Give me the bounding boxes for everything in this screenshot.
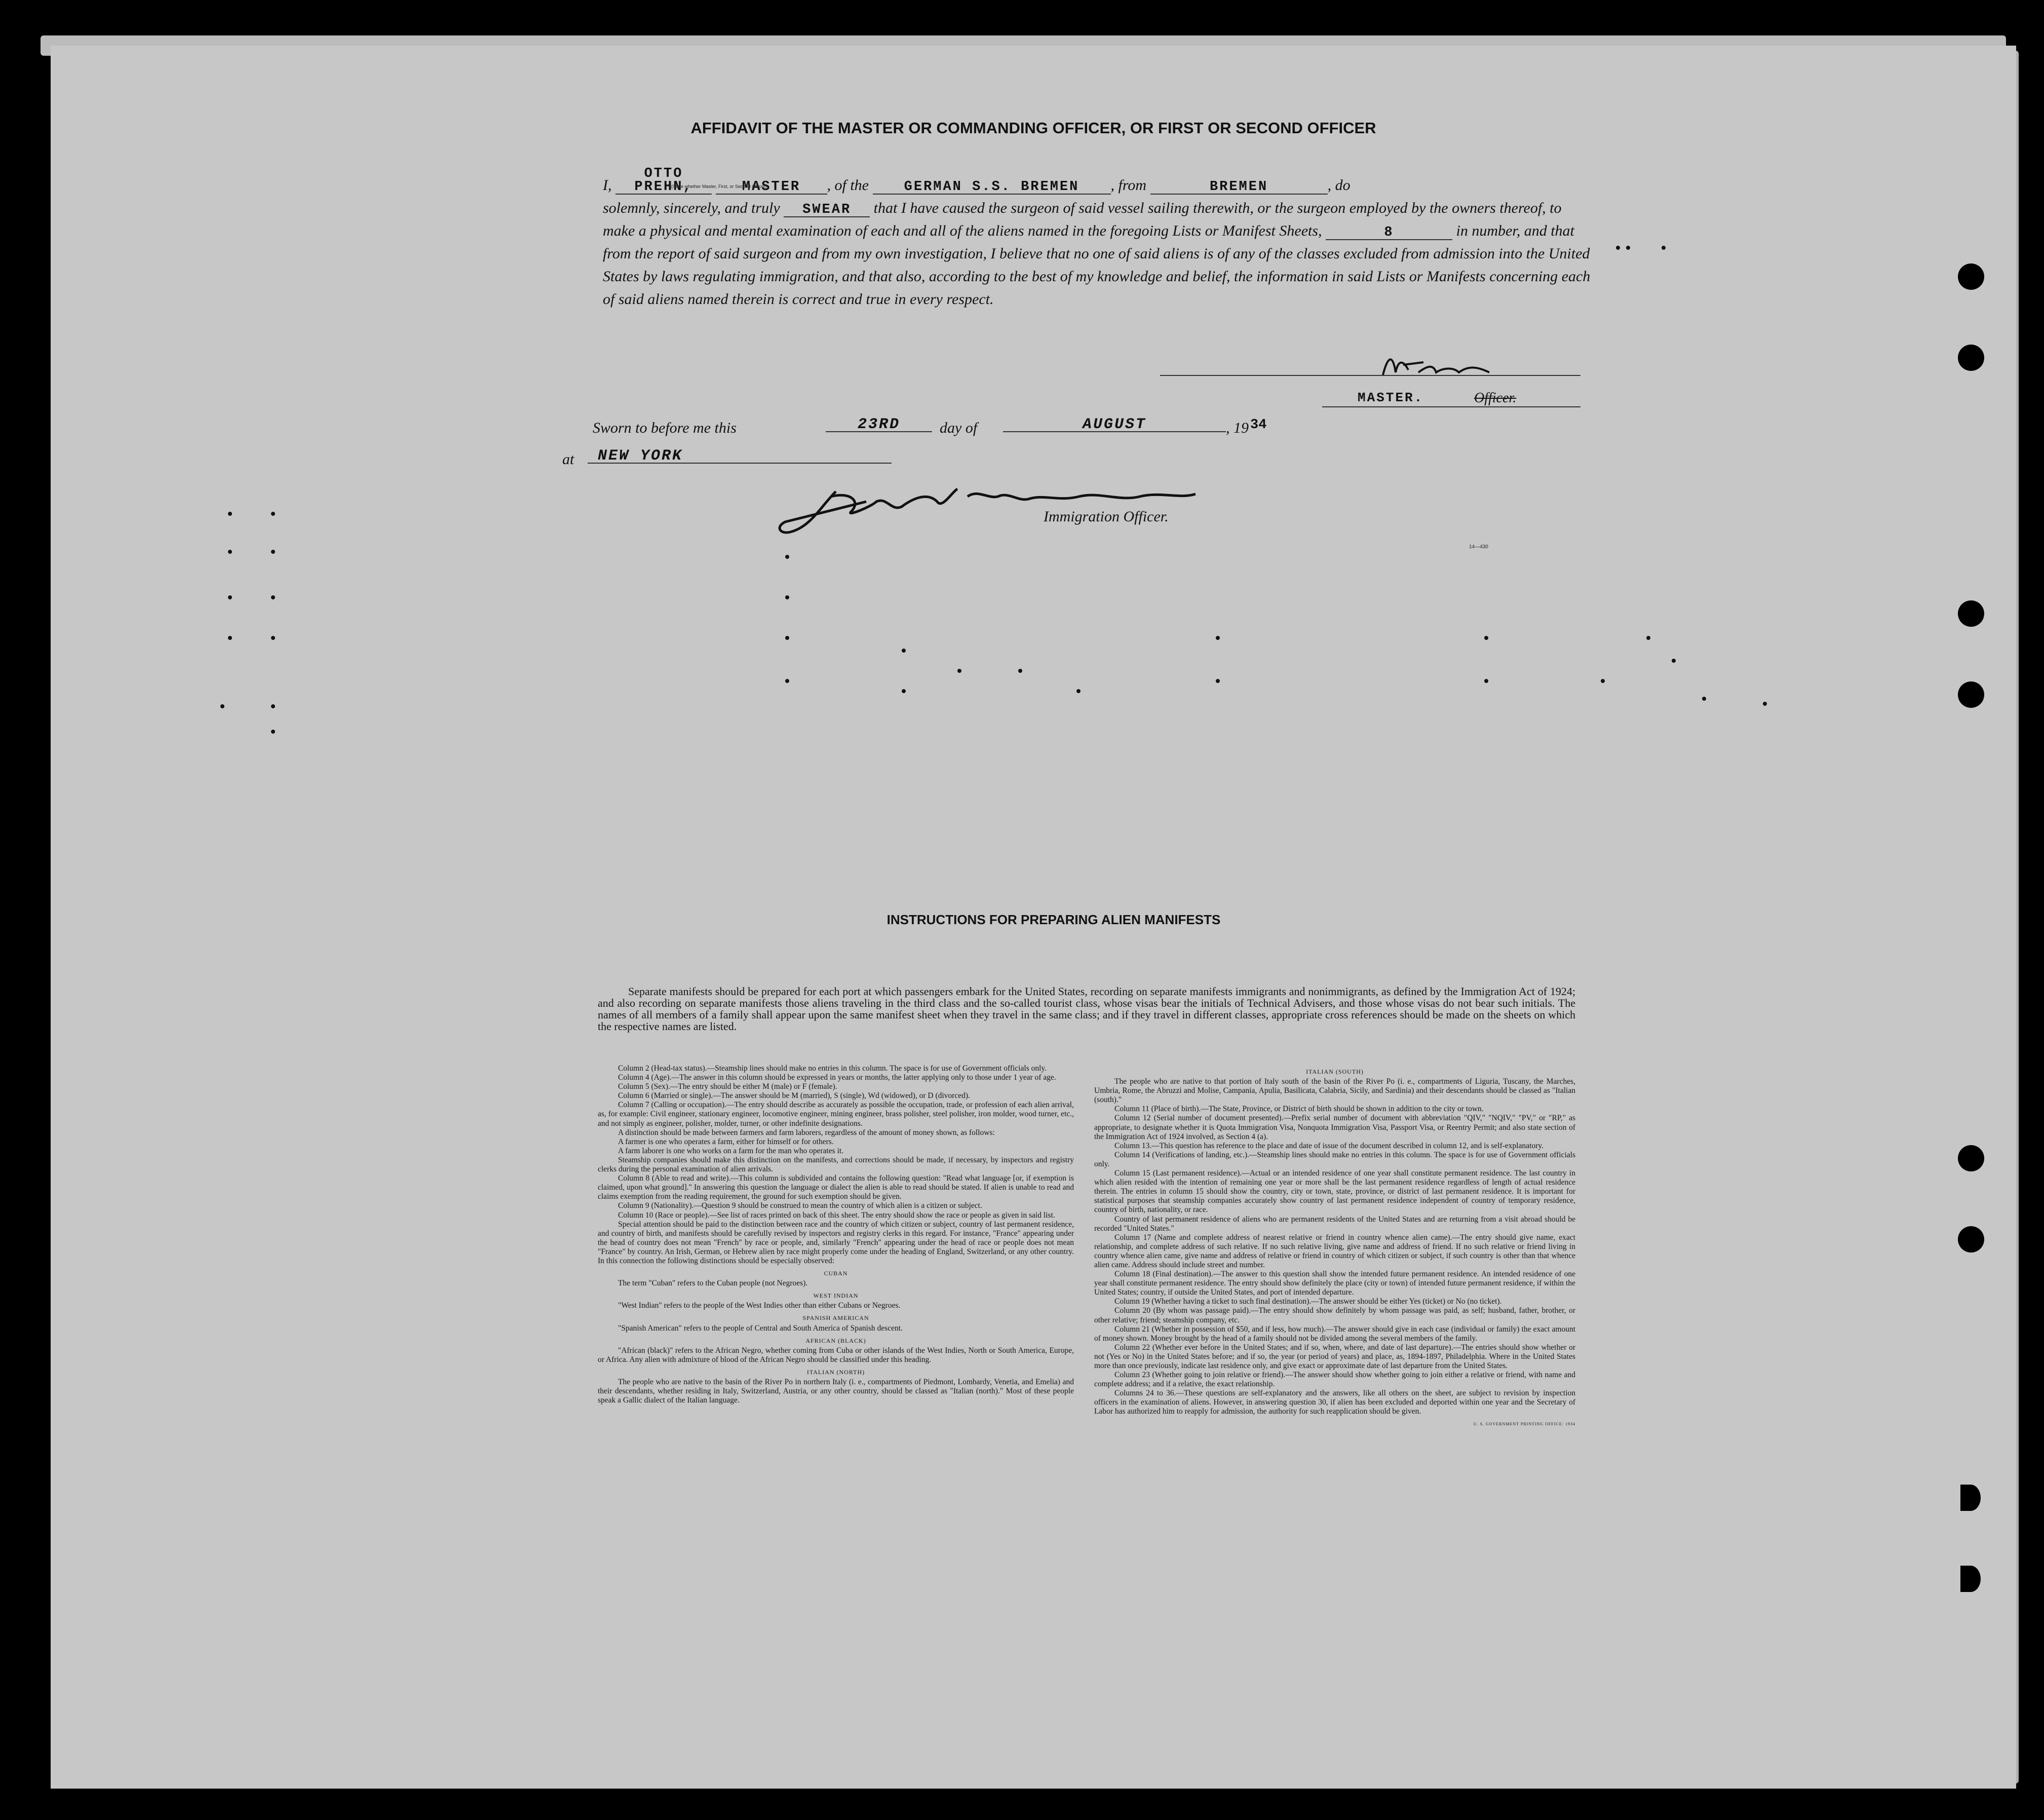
bleed-dot <box>271 730 275 734</box>
departure-port: BREMEN <box>1150 180 1328 195</box>
section-text: "Spanish American" refers to the people of Central and South America of Spanish descent. <box>618 1323 903 1333</box>
bleed-dot <box>1018 669 1022 673</box>
binder-hole <box>1958 1226 1984 1253</box>
section-heading: CUBAN <box>824 1270 848 1277</box>
instruction-paragraph: Country of last permanent residence of aliens who are permanent residents of the United States and are returning from a visit abroad should be recorded "United States." <box>1094 1215 1575 1233</box>
affidavit-text-2: in number, and that from the report of said surgeon and from my own investigation, I believe that no one of said aliens is of any of the classes excluded from admission into the United States by laws regulating immigration, and that also, according to the best of my knowledge and belief, the information in said Lists or Manifests concerning each of said aliens named therein is correct and true in every respect. <box>603 222 1591 308</box>
bleed-dot <box>228 636 232 640</box>
bleed-dot <box>1626 246 1630 250</box>
at-label: at <box>562 451 574 468</box>
instruction-paragraph: Column 21 (Whether in possession of $50, and if less, how much).—The answer should give in each case (individual or family) the exact amount of money shown. Money brought by the head of a family should not be divided among the several members of the family. <box>1094 1324 1575 1343</box>
oath-word: SWEAR <box>784 203 870 217</box>
bleed-dot <box>1076 689 1081 693</box>
signer-title: MASTER. <box>1358 390 1424 405</box>
bleed-dot <box>271 704 275 708</box>
bleed-dot <box>785 555 789 559</box>
master-signature <box>1373 350 1555 390</box>
bleed-dot <box>1601 679 1605 683</box>
instruction-paragraph: Column 23 (Whether going to join relative or friend).—The answer should show whether going to join either a relative or friend, with name and complete address; and if a relative, the exact relationship. <box>1094 1371 1575 1389</box>
from-label: , from <box>1110 177 1147 194</box>
manifest-page <box>51 46 2016 1789</box>
rank-hint: (State whether Master, First, or Second Officer) <box>671 184 767 189</box>
of-the-label: , of the <box>827 177 869 194</box>
instruction-paragraph: Column 10 (Race or people).—See list of races printed on back of this sheet. The entry should show the race or people as given in said list. <box>618 1210 1055 1220</box>
binder-hole <box>1958 681 1984 708</box>
instruction-paragraph: Column 14 (Verifications of landing, etc.).—Steamship lines should make no entries in this column. The space is for use of Government officials only. <box>1094 1150 1575 1168</box>
bleed-dot <box>271 595 275 599</box>
bleed-dot <box>1216 679 1220 683</box>
binder-hole <box>1958 1145 1984 1171</box>
immigration-officer-label: Immigration Officer. <box>1044 508 1169 525</box>
instruction-paragraph: Special attention should be paid to the distinction between race and the country of which citizen or subject, country of last permanent residence, and country of birth, and manifests should be carefully revised by inspectors and registry clerks in this regard. For instance, "France" appearing under the head of country does not mean "French" by race or people, and, similarly "French" appearing under the head of race or people does not mean "France" by country. An Irish, German, or Hebrew alien by race might properly come under the heading of England, Switzerland, or any other country. In this connection the following distinctions should be especially observed: <box>598 1220 1074 1265</box>
section-heading: SPANISH AMERICAN <box>802 1314 869 1322</box>
bleed-dot <box>1672 659 1676 663</box>
sworn-place: NEW YORK <box>588 449 892 464</box>
bleed-dot <box>271 550 275 554</box>
bleed-dot <box>902 649 906 653</box>
binder-hole <box>1960 1485 1981 1511</box>
affidavit-i: I, <box>603 177 612 194</box>
instruction-paragraph: Column 12 (Serial number of document presented).—Prefix serial number of document with abbreviation "QIV," "NQIV," "PV," or "RP," as appropriate, to designate whether it is Quota Immigration Visa, Nonquota Immigration Visa, Passport Visa, or Reentry Permit; and also state section of the Immigration Act of 1924 involved, as Section 4 (a). <box>1094 1114 1575 1141</box>
instruction-paragraph: Column 6 (Married or single).—The answer should be M (married), S (single), Wd (widowed), or D (divorced). <box>618 1091 970 1101</box>
bleed-dot <box>1616 246 1620 250</box>
instruction-paragraph: Column 17 (Name and complete address of nearest relative or friend in country whence alien came).—The entry should give name, exact relationship, and complete address of such relative. If no such relative living, give name and address of friend. If no such relative or friend living in country whence alien came, give name and address of relative or friend in country of which citizen or subject, if such country is other than that whence alien came. Address should include street and number. <box>1094 1233 1575 1269</box>
instructions-right-column <box>1094 1064 1575 1430</box>
binder-hole <box>1960 1566 1981 1592</box>
section-heading: ITALIAN (NORTH) <box>806 1368 865 1376</box>
bleed-dot <box>1484 679 1488 683</box>
printer-imprint: U. S. GOVERNMENT PRINTING OFFICE: 1934 <box>1473 1421 1575 1426</box>
officer-struck: Officer. <box>1474 390 1517 406</box>
instruction-paragraph: Column 5 (Sex).—The entry should be either M (male) or F (female). <box>618 1082 837 1091</box>
instruction-paragraph: Column 8 (Able to read and write).—This column is subdivided and contains the following question: "Read what language [or, if exemption is claimed, upon what ground]." In answering this question the language or dialect the alien is able to read should be stated. If alien is unable to read and claims exemption from the reading requirement, the ground for such exemption should be given. <box>598 1174 1074 1201</box>
bleed-dot <box>1646 636 1650 640</box>
sheet-count: 8 <box>1326 226 1452 240</box>
instruction-paragraph: Column 9 (Nationality).—Question 9 should be construed to mean the country of which alien is a citizen or subject. <box>618 1201 982 1210</box>
binder-hole <box>1958 345 1984 371</box>
bleed-dot <box>228 550 232 554</box>
bleed-dot <box>785 679 789 683</box>
bleed-dot <box>228 512 232 516</box>
bleed-dot <box>228 595 232 599</box>
affidavit-title: AFFIDAVIT OF THE MASTER OR COMMANDING OFFICER, OR FIRST OR SECOND OFFICER <box>690 119 1376 137</box>
bleed-dot <box>785 636 789 640</box>
instruction-paragraph: Column 18 (Final destination).—The answer to this question shall show the intended future permanent residence. An intended residence of one year shall constitute permanent residence. The entry should show definitely the place (city or town) of intended future permanent residence, if within the United States; country, if outside the United States, and port of intended departure. <box>1094 1270 1575 1297</box>
master-title-line <box>1322 406 1580 407</box>
section-text: "West Indian" refers to the people of the West Indies other than either Cubans or Negroes. <box>618 1301 901 1310</box>
master-rank: MASTER <box>716 180 827 195</box>
day-of-label: day of <box>940 420 978 436</box>
year-prefix: , 19 <box>1226 420 1249 436</box>
master-signature-line <box>1160 375 1580 376</box>
instruction-paragraph: Column 19 (Whether having a ticket to such final destination).—The answer should be either Yes (ticket) or No (no ticket). <box>1114 1297 1502 1306</box>
instruction-paragraph: A farm laborer is one who works on a farm for the man who operates it. <box>618 1146 844 1155</box>
section-heading: WEST INDIAN <box>813 1292 859 1300</box>
affidavit-text-1: that I have caused the surgeon of said vessel sailing therewith, or the surgeon employed by the owners thereof, to make a physical and mental examination of each and all of the aliens named in the foregoing Lists or Manifest Sheets, <box>603 200 1562 239</box>
instruction-paragraph: Column 11 (Place of birth).—The State, Province, or District of birth should be shown in addition to the city or town. <box>1114 1105 1484 1114</box>
section-text: "African (black)" refers to the African Negro, whether coming from Cuba or other islands of the West Indies, North or South America, Europe, or Africa. Any alien with admixture of blood of the African Negro should be classified under this heading. <box>598 1346 1074 1364</box>
bleed-dot <box>1216 636 1220 640</box>
bleed-dot <box>271 636 275 640</box>
sworn-label: Sworn to before me this <box>593 420 737 436</box>
section-text: The term "Cuban" refers to the Cuban people (not Negroes). <box>618 1279 808 1288</box>
vessel-name: GERMAN S.S. BREMEN <box>873 180 1111 195</box>
instruction-paragraph: Column 4 (Age).—The answer in this column should be expressed in years or months, the latter applying only to those under 1 year of age. <box>618 1073 1056 1082</box>
bleed-dot <box>957 669 961 673</box>
do-label: , do <box>1327 177 1351 194</box>
bleed-dot <box>902 689 906 693</box>
section-heading: AFRICAN (BLACK) <box>805 1337 866 1344</box>
instructions-left-column <box>598 1064 1074 1405</box>
instruction-paragraph: Steamship companies should make this distinction on the manifests, and corrections should be made, if necessary, by inspectors and registry clerks during the personal examination of alien arrivals. <box>598 1155 1074 1174</box>
instruction-paragraph: Column 13.—This question has reference to the place and date of issue of the document described in column 12, and is self-explanatory. <box>1114 1141 1544 1150</box>
section-text: The people who are native to the basin of the River Po in northern Italy (i. e., compartments of Piedmont, Lombardy, Venetia, and Emelia) and their descendants, whether residing in Italy, Switzerland, Austria, or any other country, should be classed as "Italian (north)." Most of these people speak a Gallic dialect of the Italian language. <box>598 1378 1074 1405</box>
solemnly-label: solemnly, sincerely, and truly <box>603 200 780 216</box>
sworn-month: AUGUST <box>1003 418 1226 432</box>
instruction-paragraph: Column 20 (By whom was passage paid).—The entry should show definitely by whom passage was paid, as self; husband, father, brother, or other relative; friend; steamship company, etc. <box>1094 1306 1575 1324</box>
sworn-day: 23RD <box>826 418 932 432</box>
instruction-paragraph: A farmer is one who operates a farm, either for himself or for others. <box>618 1137 834 1146</box>
bleed-dot <box>1763 702 1767 706</box>
binder-hole <box>1958 263 1984 290</box>
form-number: 14—430 <box>1469 544 1488 550</box>
instruction-paragraph: The people who are native to that portion of Italy south of the basin of the River Po (i. e., compartments of Liguria, Tuscany, the Marches, Umbria, Rome, the Abruzzi and Molise, Campania, Apulia, Basilicata, Calabria, Sicily, and Sardinia) and their descendants should be classed as "Italian (south)." <box>1094 1077 1575 1105</box>
instruction-paragraph: Column 7 (Calling or occupation).—The entry should describe as accurately as possible the occupation, trade, or profession of each alien arrival, as, for example: Civil engineer, stationary engineer, locomotive engineer, mining engineer, brass polisher, steel polisher, iron molder, wood turner, etc., and not simply as engineer, polisher, molder, turner, or other indefinite designations. <box>598 1101 1074 1128</box>
bleed-dot <box>785 595 789 599</box>
bleed-dot <box>1702 697 1706 701</box>
bleed-dot <box>1484 636 1488 640</box>
binder-hole <box>1958 600 1984 627</box>
instructions-title: INSTRUCTIONS FOR PREPARING ALIEN MANIFESTS <box>886 912 1221 927</box>
bleed-dot <box>271 512 275 516</box>
bleed-dot <box>1662 246 1666 250</box>
master-name: OTTO PREHN, <box>615 167 712 195</box>
instruction-paragraph: Columns 24 to 36.—These questions are self-explanatory and the answers, like all others on the sheet, are subject to revision by inspection officers in the examination of aliens. However, in answering question 30, if alien has been excluded and deported within one year and the Secretary of Labor has authorized him to reapply for admission, the authority for such reapplication should be given. <box>1094 1389 1575 1416</box>
instruction-paragraph: A distinction should be made between farmers and farm laborers, regardless of the amount of money shown, as follows: <box>618 1128 995 1137</box>
instruction-paragraph: Column 2 (Head-tax status).—Steamship lines should make no entries in this column. The space is for use of Government officials only. <box>618 1064 1047 1073</box>
bleed-dot <box>220 704 224 708</box>
instructions-intro: Separate manifests should be prepared for each port at which passengers embark for the United States, recording on separate manifests immigrants and nonimmigrants, as defined by the Immigration Act of 1924; and also recording on separate manifests those aliens traveling in the third class and the so-called tourist class, whose visas bear the initials of Technical Advisers, and those whose visas do not bear such initials. The names of all members of a family shall appear upon the same manifest sheet when they travel in the same class; and if they travel in different classes, appropriate cross references should be made on the sheets on which the respective names are listed. <box>598 985 1575 1033</box>
year-suffix: 34 <box>1250 418 1267 433</box>
instruction-paragraph: Column 15 (Last permanent residence).—Actual or an intended residence of one year shall constitute permanent residence. The last country in which alien resided with the intention of remaining one year or more shall be the last permanent residence regardless of length of actual residence therein. The entries in column 15 should show the country, city or town, state, province, or district of last permanent residence. It is important for statistical purposes that steamship companies accurately show country of last permanent residence independent of country of temporary residence, country of birth, nationality, or race. <box>1094 1169 1575 1215</box>
section-heading: ITALIAN (SOUTH) <box>1306 1068 1364 1075</box>
immigration-officer-signature <box>775 471 1261 542</box>
instruction-paragraph: Column 22 (Whether ever before in the United States; and if so, when, where, and date of last departure).—The entries should show whether or not (Yes or No) in the United States before; and if so, the year (or period of years) and place, as, 1894-1897, Philadelphia. Where in the United States more than once previously, indicate last residence only, and give exact or approximate date of last departure from the United States. <box>1094 1343 1575 1370</box>
